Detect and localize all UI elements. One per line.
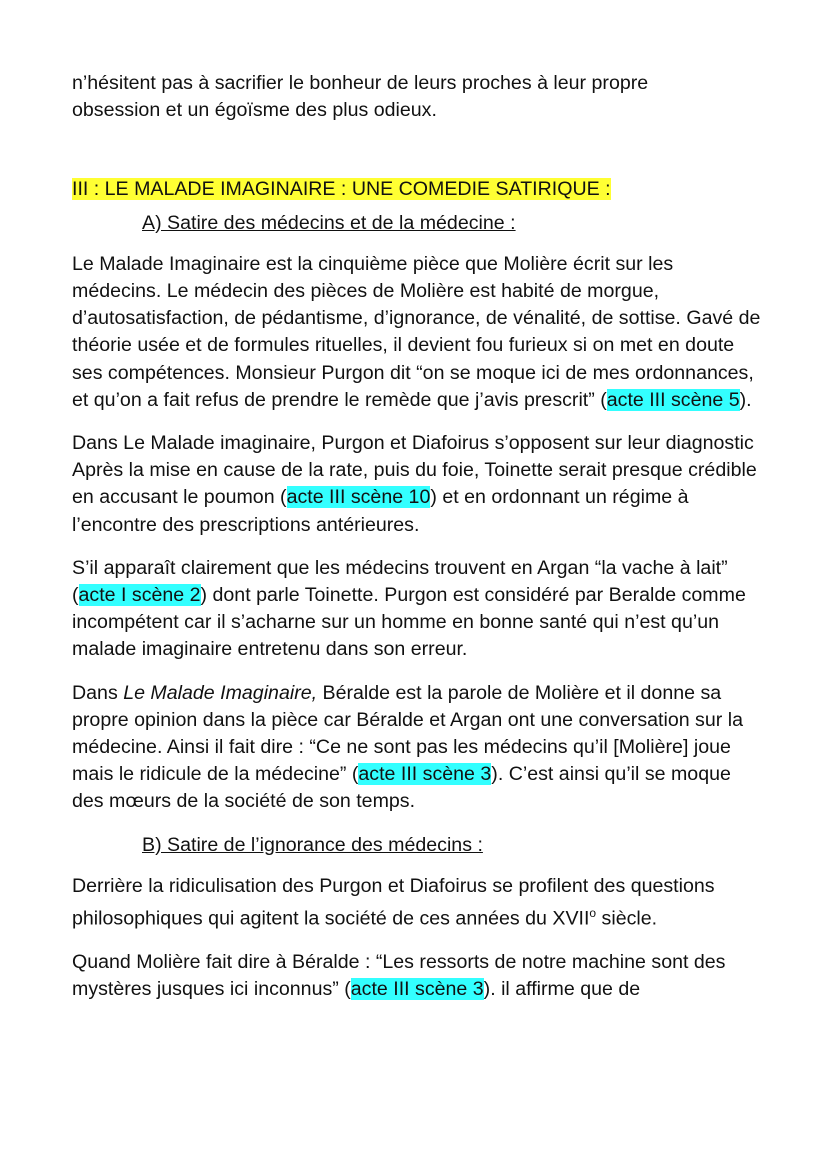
play-title-italic: Le Malade Imaginaire,	[123, 681, 318, 704]
paragraph-3-end: ) dont parle Toinette. Purgon est considéré par Beralde comme incompétent car il s’acharne sur un homme en bonne santé qui n’est qu’un malade imaginaire entretenu dans son erreur.	[72, 584, 746, 661]
reference-highlight: acte I scène 2	[78, 584, 201, 607]
paragraph-3	[72, 555, 762, 664]
subheading-a: A) Satire des médecins et de la médecine :	[142, 211, 516, 234]
paragraph-2	[72, 430, 762, 539]
paragraph-3-text: S’il apparaît clairement que les médecins trouvent en Argan “la vache à lait” (	[72, 556, 728, 607]
paragraph-2-text: Dans Le Malade imaginaire, Purgon et Diafoirus s’opposent sur leur diagnostic Après la mise en cause de la rate, puis du foie, Toinette serait presque crédible en accusant le poumon (	[72, 432, 757, 509]
paragraph-1-text: Le Malade Imaginaire est la cinquième pièce que Molière écrit sur les médecins. Le médecin des pièces de Molière est habité de morgue, d’autosatisfaction, de pédantisme, d’ignorance, de vénalité, de sottise. Gavé de théorie usée et de formules rituelles, il devient fou furieux si on met en doute ses compétences. Monsieur Purgon dit “on se moque ici de mes ordonnances, et qu’on a fait refus de prendre le remède que j’avis prescrit” (	[72, 252, 761, 411]
subheading-b: B) Satire de l’ignorance des médecins :	[142, 833, 483, 856]
paragraph-4-end: ). C’est ainsi qu’il se moque des mœurs de la société de son temps.	[72, 763, 731, 813]
reference-highlight: acte III scène 10	[286, 486, 431, 509]
section-title-text: III : LE MALADE IMAGINAIRE : UNE COMEDIE SATIRIQUE :	[72, 178, 611, 201]
paragraph-5-text: Derrière la ridiculisation des Purgon et Diafoirus se profilent des questions philosophiques qui agitent la société de ces années du XVII	[72, 874, 715, 930]
paragraph-6-end: ). il affirme que de	[483, 978, 641, 1001]
paragraph-2-end: ) et en ordonnant un régime à l’encontre des prescriptions antérieures.	[72, 486, 689, 536]
reference-highlight: acte III scène 3	[350, 978, 484, 1001]
intro-line-2: obsession et un égoïsme des plus odieux.	[72, 99, 437, 122]
paragraph-4	[72, 680, 762, 816]
section-title	[72, 176, 762, 203]
paragraph-5	[72, 873, 762, 933]
paragraph-1	[72, 251, 762, 414]
paragraph-1-end: ).	[739, 388, 752, 411]
degree-superscript: o	[589, 906, 597, 921]
reference-highlight: acte III scène 3	[358, 763, 492, 786]
paragraph-6	[72, 949, 762, 1003]
reference-highlight: acte III scène 5	[606, 388, 740, 411]
paragraph-6-text: Quand Molière fait dire à Béralde : “Les ressorts de notre machine sont des mystères jusques ici inconnus” (	[72, 950, 726, 1001]
intro-line-1: n’hésitent pas à sacrifier le bonheur de leurs proches à leur propre	[72, 72, 649, 94]
paragraph-4-text: Béralde est la parole de Molière et il donne sa propre opinion dans la pièce car Béralde et Argan ont une conversation sur la médecine. Ainsi il fait dire : “Ce ne sont pas les médecins qu’il [Molière] joue mais le ridicule de la médecine” (	[72, 681, 743, 786]
document-page	[72, 70, 762, 1003]
intro-paragraph	[72, 70, 762, 124]
paragraph-5-end: siècle.	[596, 907, 658, 930]
paragraph-4-start: Dans	[72, 681, 124, 704]
